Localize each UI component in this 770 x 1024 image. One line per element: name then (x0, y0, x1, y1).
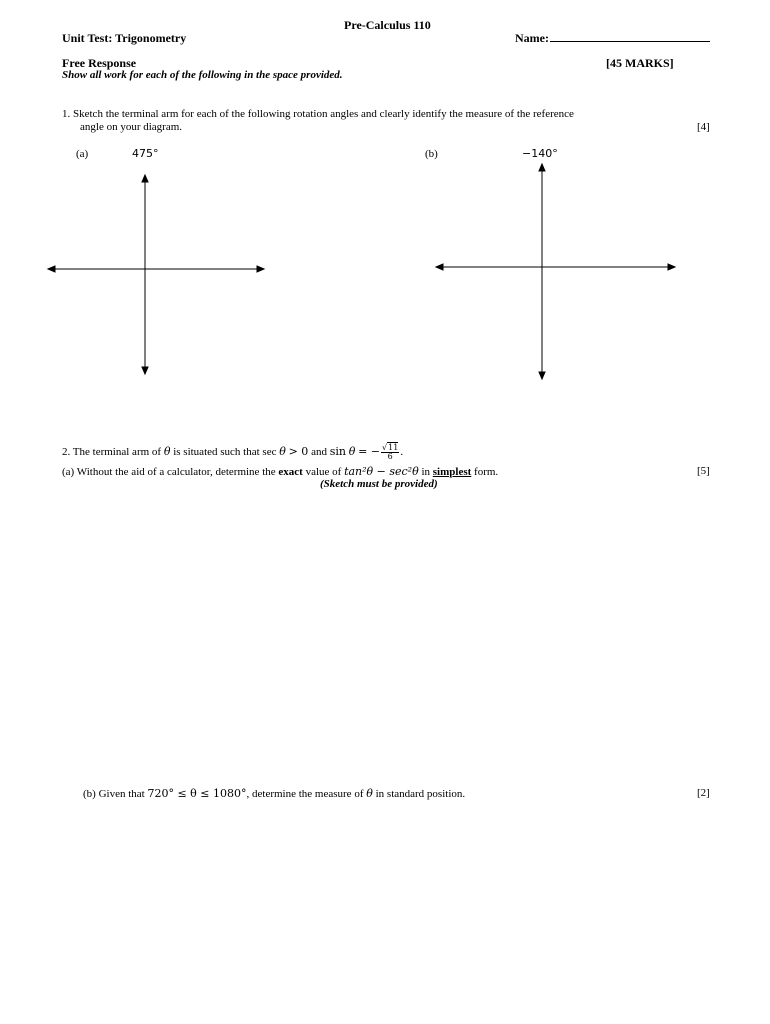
q2a-expression: tan²θ − sec²θ (344, 465, 419, 478)
q2-theta-sec: θ (279, 445, 286, 458)
total-marks: [45 MARKS] (606, 56, 674, 70)
q1-text-line1: 1. Sketch the terminal arm for each of the following rotation angles and clearly identify the measure of the reference (62, 108, 574, 120)
q2b-suffix: in standard position. (375, 788, 466, 800)
q1b-angle: −140° (522, 147, 558, 160)
q2a-note: (Sketch must be provided) (320, 478, 438, 490)
q2a-text (62, 465, 498, 478)
q2-stem-prefix: 2. The terminal arm of (62, 446, 162, 458)
q2-theta-sin: θ (348, 445, 356, 458)
q2b-marks: [2] (697, 787, 710, 799)
name-field (515, 31, 710, 46)
q1a-label: (a) (76, 148, 89, 160)
q2-stem (62, 443, 403, 461)
q2a-form: form. (474, 466, 499, 478)
q2a-mid: value of (305, 466, 342, 478)
q2b-range: 720° ≤ θ ≤ 1080° (147, 787, 247, 800)
q1-text-line2: angle on your diagram. (80, 121, 183, 133)
name-label: Name: (515, 31, 549, 45)
q2a-marks: [5] (697, 465, 710, 477)
q1b-y-up-arrow-icon (539, 164, 545, 171)
q2-and: and (311, 446, 327, 458)
course-title: Pre-Calculus 110 (344, 18, 431, 32)
q1b-y-down-arrow-icon (539, 372, 545, 379)
q2b-text (83, 787, 465, 800)
q2-theta: θ (163, 445, 171, 458)
q1b-label: (b) (425, 148, 438, 160)
q2-period: . (400, 446, 404, 458)
q1a-x-right-arrow-icon (257, 266, 264, 272)
q1a-y-up-arrow-icon (142, 175, 148, 182)
q2-sin: sin (329, 445, 346, 458)
q2-equals-neg: = − (358, 445, 381, 458)
q1b-x-left-arrow-icon (436, 264, 443, 270)
q1b-coordinate-axes[interactable] (430, 158, 682, 382)
q2-fraction-denominator: 6 (387, 451, 393, 461)
q2-fraction: $\frac{√11}{6}$ (382, 442, 399, 461)
q1a-y-down-arrow-icon (142, 367, 148, 374)
q1-marks: [4] (697, 121, 710, 133)
q2a-exact: exact (278, 466, 303, 478)
q2b-prefix: (b) Given that (83, 788, 145, 800)
q2b-theta: θ (366, 787, 373, 800)
q2-gt-zero: > 0 (288, 445, 309, 458)
name-blank-line (550, 31, 710, 42)
q2b-mid: , determine the measure of (246, 788, 364, 800)
q1a-x-left-arrow-icon (48, 266, 55, 272)
q2-fraction-numerator: 11 (388, 442, 399, 452)
q2a-prefix: (a) Without the aid of a calculator, determine the (62, 466, 276, 478)
q2a-in: in (421, 466, 431, 478)
q1a-angle: 475° (132, 147, 159, 160)
section-title: Free Response (62, 56, 137, 70)
unit-test-title: Unit Test: Trigonometry (62, 31, 187, 45)
q2-stem-middle: is situated such that sec (173, 446, 277, 458)
q1a-coordinate-axes[interactable] (40, 168, 272, 380)
q2a-simplest: simplest (432, 466, 472, 478)
q1b-x-right-arrow-icon (668, 264, 675, 270)
instructions: Show all work for each of the following in the space provided. (62, 69, 343, 81)
